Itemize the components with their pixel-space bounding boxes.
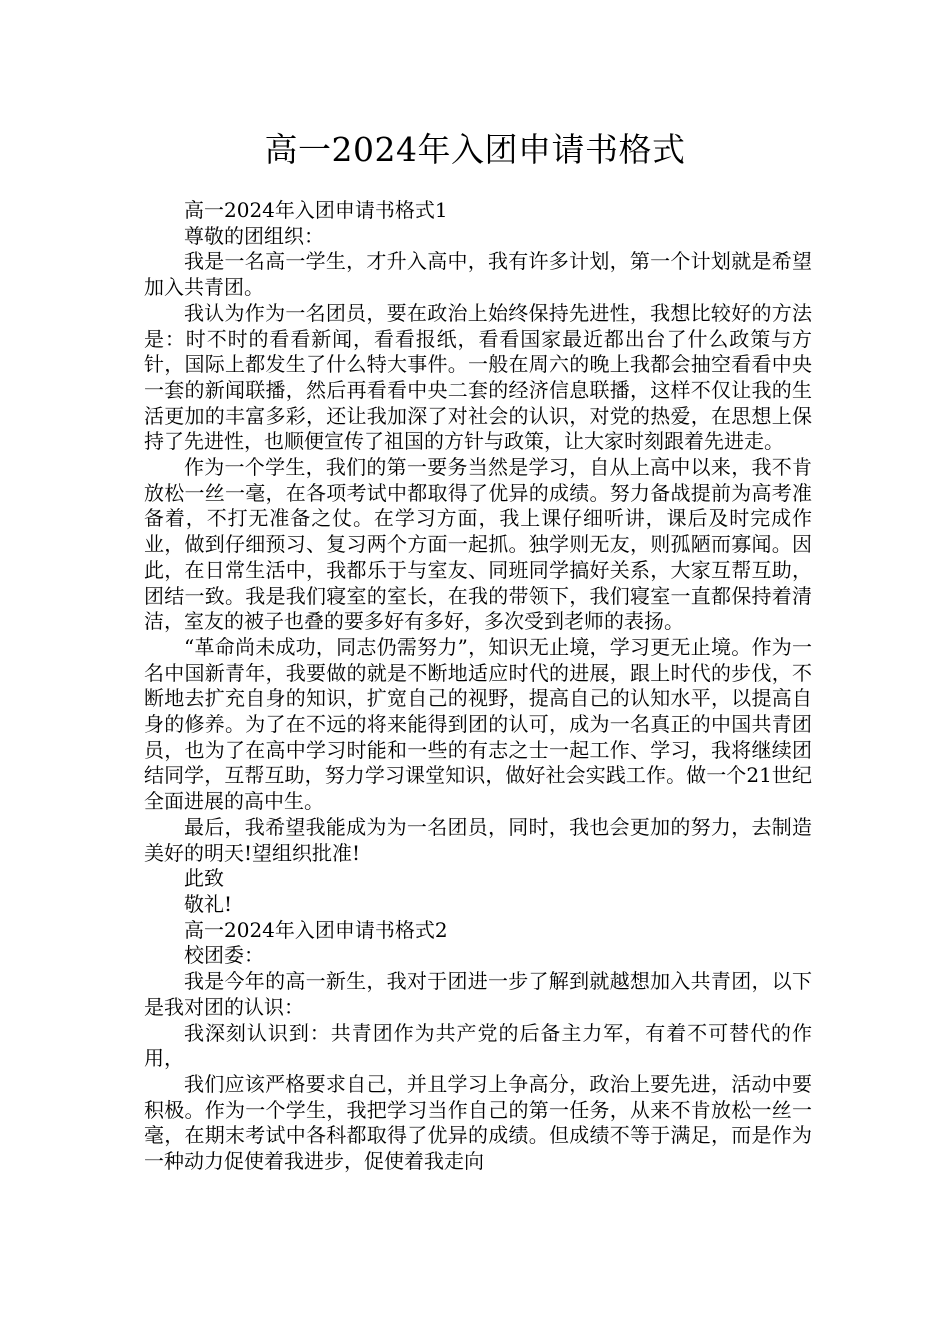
body-paragraph: 我们应该严格要求自己，并且学习上争高分，政治上要先进，活动中要积极。作为一个学生，我把学习当作自己的第一任务，从来不肯放松一丝一毫，在期末考试中各科都取得了优异的成绩。但成绩不等于满足，而是作为一种动力促使着我进步，促使着我走向: [144, 1071, 812, 1174]
section-heading-2: 高一2024年入团申请书格式2: [184, 917, 448, 942]
body-paragraph: 作为一个学生，我们的第一要务当然是学习，自从上高中以来，我不肯放松一丝一毫，在各项考试中都取得了优异的成绩。努力备战提前为高考准备着，不打无准备之仗。在学习方面，我上课仔细听讲，课后及时完成作业，做到仔细预习、复习两个方面一起抓。独学则无友，则孤陋而寡闻。因此，在日常生活中，我都乐于与室友、同班同学搞好关系，大家互帮互助，团结一致。我是我们寝室的室长，在我的带领下，我们寝室一直都保持着清洁，室友的被子也叠的要多好有多好，多次受到老师的表扬。: [144, 455, 812, 634]
salutation-2: 校团委：: [184, 943, 264, 968]
body-paragraph: 我认为作为一名团员，要在政治上始终保持先进性，我想比较好的方法是：时不时的看看新闻，看看报纸，看看国家最近都出台了什么政策与方针，国际上都发生了什么特大事件。一般在周六的晚上我都会抽空看看中央一套的新闻联播，然后再看看中央二套的经济信息联播，这样不仅让我的生活更加的丰富多彩，还让我加深了对社会的认识，对党的热爱，在思想上保持了先进性，也顺便宣传了祖国的方针与政策，让大家时刻跟着先进走。: [144, 300, 812, 454]
body-paragraph: 我深刻认识到：共青团作为共产党的后备主力军，有着不可替代的作用，: [144, 1020, 812, 1071]
document-body: [144, 198, 812, 1175]
document-title: 高一2024年入团申请书格式: [264, 130, 686, 169]
body-paragraph: “革命尚未成功，同志仍需努力”，知识无止境，学习更无止境。作为一名中国新青年，我要做的就是不断地适应时代的进展，跟上时代的步伐，不断地去扩充自身的知识，扩宽自己的视野，提高自己的认知水平，以提高自身的修养。为了在不远的将来能得到团的认可，成为一名真正的中国共青团员，也为了在高中学习时能和一些的有志之士一起工作、学习，我将继续团结同学，互帮互助，努力学习课堂知识，做好社会实践工作。做一个21世纪全面进展的高中生。: [144, 634, 812, 814]
body-paragraph: 我是一名高一学生，才升入高中，我有许多计划，第一个计划就是希望加入共青团。: [144, 249, 812, 300]
body-paragraph: 最后，我希望我能成为为一名团员，同时，我也会更加的努力，去制造美好的明天!望组织批准!: [144, 814, 812, 865]
section-heading-1: 高一2024年入团申请书格式1: [184, 198, 448, 222]
salutation-1: 尊敬的团组织：: [184, 223, 324, 248]
closing-line: 敬礼!: [184, 891, 233, 916]
body-paragraph: 我是今年的高一新生，我对于团进一步了解到就越想加入共青团，以下是我对团的认识：: [144, 969, 812, 1019]
closing-line: 此致: [184, 866, 224, 891]
